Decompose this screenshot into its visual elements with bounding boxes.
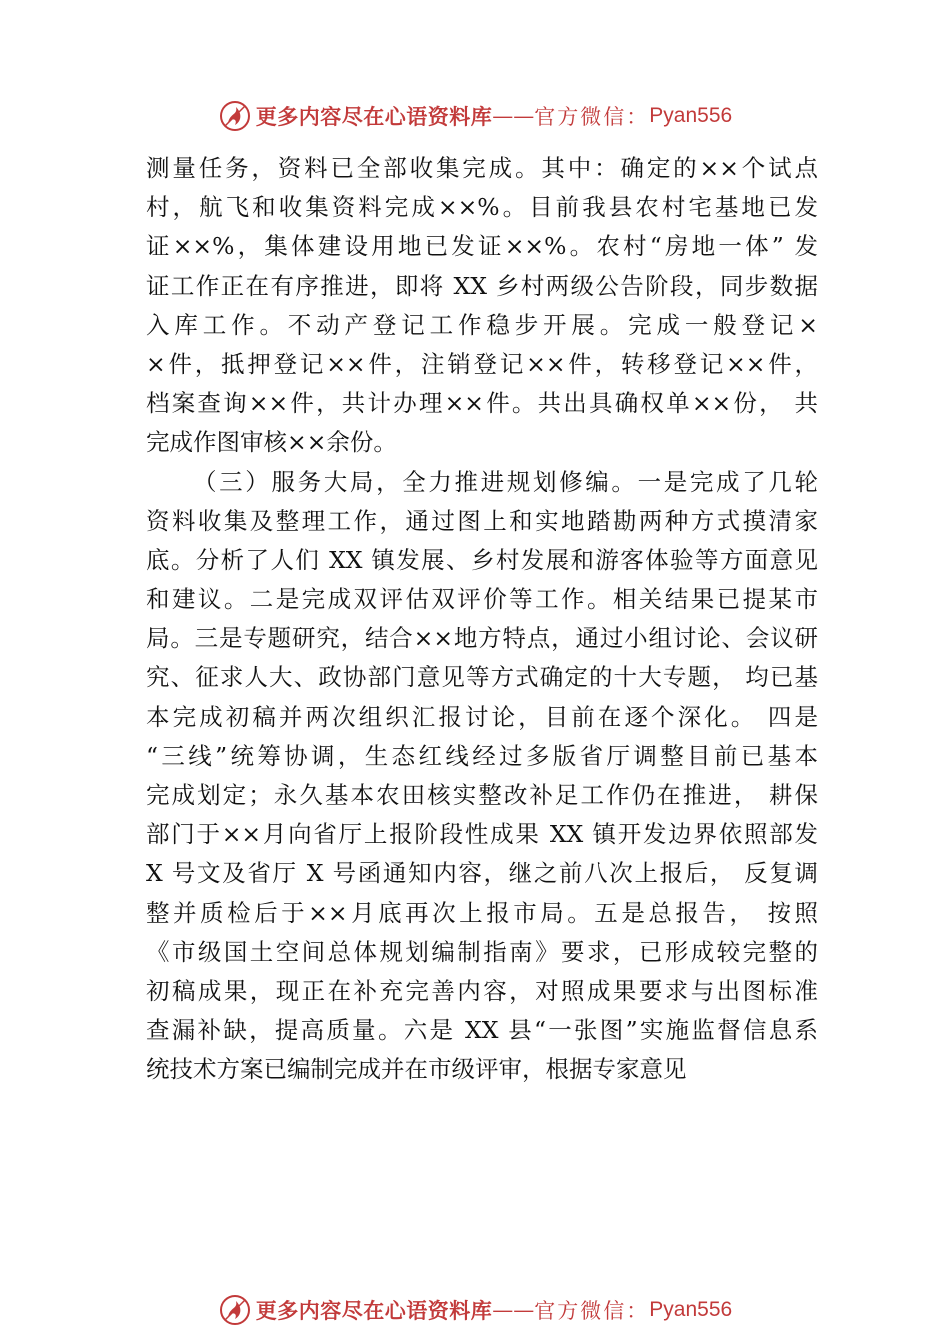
text-line: 本完成初稿并两次组织汇报讨论，目前在逐个深化。 四是: [146, 702, 818, 731]
watermark-dash: ——: [492, 104, 535, 128]
watermark-title: 更多内容尽在心语资料库: [255, 104, 493, 129]
watermark-banner-bottom: [0, 1290, 950, 1330]
text-line: 完成作图审核××余份。: [146, 428, 397, 457]
text-line: 资料收集及整理工作，通过图上和实地踏勘两种方式摸清家: [146, 506, 818, 535]
text-line: 入库工作。不动产登记工作稳步开展。完成一般登记×: [146, 310, 818, 339]
watermark-dash: ——: [492, 1298, 535, 1322]
text-line: 证××%，集体建设用地已发证××%。农村“房地一体” 发: [146, 232, 818, 261]
text-line: 查漏补缺，提高质量。六是 XX 县“一张图”实施监督信息系: [146, 1016, 818, 1045]
watermark-id: Pyan556: [649, 104, 733, 127]
watermark-label: 官方微信：: [534, 105, 650, 129]
text-line: 完成划定；永久基本农田核实整改补足工作仍在推进， 耕保: [146, 781, 818, 809]
flame-logo-icon: [218, 1293, 252, 1327]
text-line: X 号文及省厅 X 号函通知内容，继之前八次上报后， 反复调: [146, 859, 818, 888]
text-line: 证工作正在有序推进，即将 XX 乡村两级公告阶段，同步数据: [146, 271, 818, 300]
text-line: 局。三是专题研究，结合××地方特点，通过小组讨论、会议研: [146, 624, 818, 653]
text-line: 底。分析了人们 XX 镇发展、乡村发展和游客体验等方面意见: [146, 545, 818, 574]
text-line: 测量任务，资料已全部收集完成。其中：确定的××个试点: [146, 154, 818, 182]
text-line: 村，航飞和收集资料完成××%。目前我县农村宅基地已发: [146, 193, 818, 222]
watermark-banner-top: [0, 96, 950, 136]
document-body: [146, 149, 818, 1090]
text-line: 部门于××月向省厅上报阶段性成果 XX 镇开发边界依照部发: [146, 820, 818, 849]
text-line: 整并质检后于××月底再次上报市局。五是总报告， 按照: [146, 898, 818, 927]
flame-logo-icon: [218, 99, 252, 133]
watermark-id: Pyan556: [649, 1298, 733, 1321]
watermark-title: 更多内容尽在心语资料库: [255, 1298, 493, 1323]
text-line: “三线”统筹协调，生态红线经过多版省厅调整目前已基本: [146, 741, 818, 770]
text-line: 和建议。二是完成双评估双评价等工作。相关结果已提某市: [146, 585, 818, 614]
text-line: 《市级国土空间总体规划编制指南》要求，已形成较完整的: [146, 937, 818, 966]
text-line: 初稿成果，现正在补充完善内容，对照成果要求与出图标准: [146, 976, 818, 1005]
watermark-label: 官方微信：: [534, 1299, 650, 1323]
text-line: ×件，抵押登记××件，注销登记××件，转移登记××件，: [146, 349, 818, 378]
text-line: 究、征求人大、政协部门意见等方式确定的十大专题， 均已基: [146, 663, 818, 692]
section-heading-line: （三）服务大局，全力推进规划修编。一是完成了几轮: [193, 467, 818, 496]
text-line: 统技术方案已编制完成并在市级评审，根据专家意见: [146, 1055, 687, 1084]
text-line: 档案查询××件，共计办理××件。共出具确权单××份， 共: [146, 389, 818, 418]
